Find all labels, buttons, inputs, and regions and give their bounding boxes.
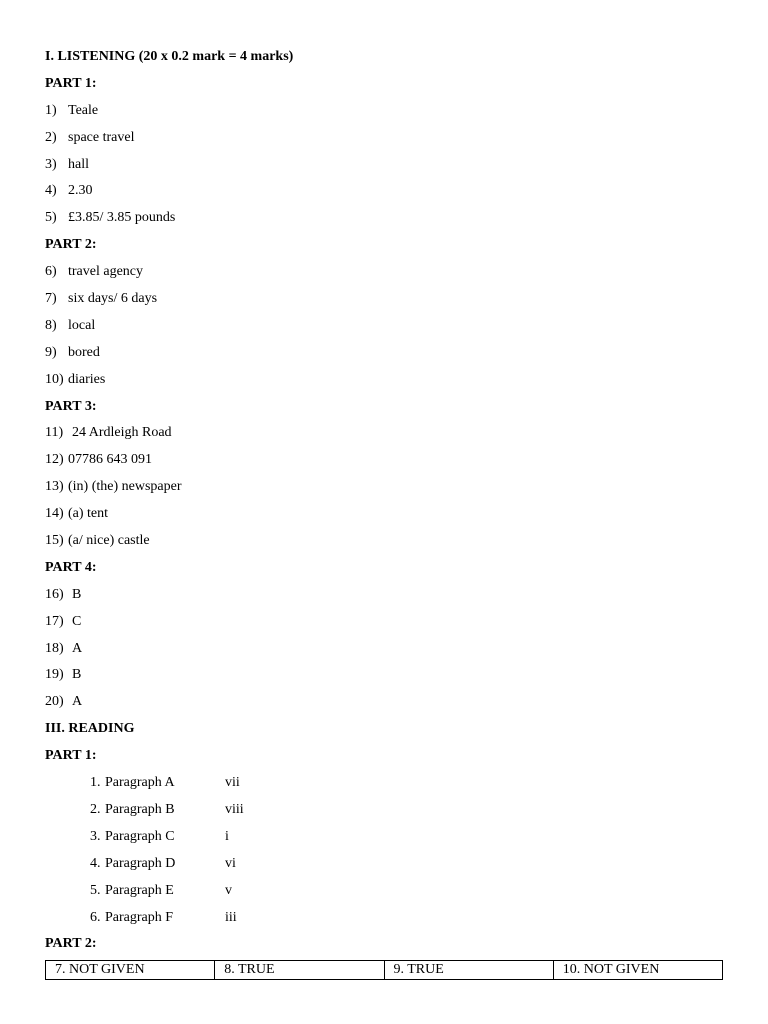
paragraph-match-row xyxy=(45,878,725,905)
answer-number: 3) xyxy=(45,156,57,172)
answer-text: six days/ 6 days xyxy=(68,291,158,307)
answer-number: 10) xyxy=(45,371,64,387)
answer-number: 15) xyxy=(45,533,64,549)
paragraph-match-row xyxy=(45,797,725,824)
paragraph-match-row xyxy=(45,824,725,851)
listening-part4-title: PART 4: xyxy=(45,559,97,575)
paragraph-match-row xyxy=(45,905,725,932)
answer-text: space travel xyxy=(68,129,135,145)
answer-number: 7) xyxy=(45,291,57,307)
listening-part2-title: PART 2: xyxy=(45,237,97,253)
answer-text: travel agency xyxy=(68,264,144,280)
answer-item xyxy=(45,313,725,340)
paragraph-label: Paragraph D xyxy=(105,855,176,871)
answer-item xyxy=(45,582,725,609)
answer-number: 8) xyxy=(45,317,57,333)
answer-text: 24 Ardleigh Road xyxy=(72,425,172,441)
reading-part1-title: PART 1: xyxy=(45,748,97,764)
answer-item xyxy=(45,501,725,528)
paragraph-number: 2. xyxy=(90,801,101,817)
answer-text: local xyxy=(68,317,96,333)
answer-text: bored xyxy=(68,344,100,360)
answer-text: (a/ nice) castle xyxy=(68,533,150,549)
answer-item xyxy=(45,447,725,474)
answer-key-page xyxy=(45,44,725,980)
paragraph-label: Paragraph B xyxy=(105,801,175,817)
table-cell: 9. TRUE xyxy=(384,961,553,980)
answer-item xyxy=(45,125,725,152)
paragraph-answer: v xyxy=(225,882,232,898)
answer-text: £3.85/ 3.85 pounds xyxy=(68,210,176,226)
listening-part1-title: PART 1: xyxy=(45,75,97,91)
answer-number: 19) xyxy=(45,667,64,683)
paragraph-number: 6. xyxy=(90,909,101,925)
reading-heading: III. READING xyxy=(45,721,135,737)
paragraph-number: 3. xyxy=(90,828,101,844)
answer-item xyxy=(45,205,725,232)
answer-text: B xyxy=(72,667,82,683)
answer-number: 13) xyxy=(45,479,64,495)
answer-item xyxy=(45,152,725,179)
answer-item xyxy=(45,662,725,689)
table-cell: 8. TRUE xyxy=(215,961,384,980)
answer-item xyxy=(45,367,725,394)
paragraph-answer: vi xyxy=(225,855,236,871)
paragraph-number: 5. xyxy=(90,882,101,898)
answer-text: C xyxy=(72,613,82,629)
answer-number: 9) xyxy=(45,344,57,360)
answer-number: 4) xyxy=(45,183,57,199)
answer-number: 18) xyxy=(45,640,64,656)
answer-number: 14) xyxy=(45,506,64,522)
answer-number: 17) xyxy=(45,613,64,629)
answer-item xyxy=(45,528,725,555)
answer-text: A xyxy=(72,640,83,656)
paragraph-match-row xyxy=(45,851,725,878)
answer-item xyxy=(45,259,725,286)
answer-number: 6) xyxy=(45,264,57,280)
paragraph-number: 1. xyxy=(90,775,101,791)
paragraph-label: Paragraph F xyxy=(105,909,174,925)
answer-item xyxy=(45,689,725,716)
reading-part2-title: PART 2: xyxy=(45,936,97,952)
answer-item xyxy=(45,474,725,501)
answer-number: 5) xyxy=(45,210,57,226)
answer-number: 16) xyxy=(45,586,64,602)
paragraph-match-row xyxy=(45,770,725,797)
paragraph-label: Paragraph A xyxy=(105,775,175,791)
answer-text: B xyxy=(72,586,82,602)
listening-part3-title: PART 3: xyxy=(45,398,97,414)
answer-number: 11) xyxy=(45,425,64,441)
answer-text: hall xyxy=(68,156,89,172)
paragraph-label: Paragraph C xyxy=(105,828,175,844)
answer-number: 20) xyxy=(45,694,64,710)
answer-item xyxy=(45,609,725,636)
answer-text: 2.30 xyxy=(68,183,93,199)
answer-text: diaries xyxy=(68,371,106,387)
table-cell: 10. NOT GIVEN xyxy=(553,961,722,980)
answer-text: (in) (the) newspaper xyxy=(68,479,182,495)
answer-text: (a) tent xyxy=(68,506,109,522)
answer-item xyxy=(45,286,725,313)
paragraph-answer: i xyxy=(225,828,229,844)
paragraph-number: 4. xyxy=(90,855,101,871)
listening-heading: I. LISTENING (20 x 0.2 mark = 4 marks) xyxy=(45,49,294,64)
paragraph-label: Paragraph E xyxy=(105,882,174,898)
answer-text: 07786 643 091 xyxy=(68,452,152,468)
table-row xyxy=(46,961,723,980)
answer-item xyxy=(45,420,725,447)
answer-number: 2) xyxy=(45,129,57,145)
answer-number: 12) xyxy=(45,452,64,468)
answer-item xyxy=(45,636,725,663)
answer-item xyxy=(45,340,725,367)
table-cell: 7. NOT GIVEN xyxy=(46,961,215,980)
answer-item xyxy=(45,98,725,125)
reading-part2-table xyxy=(45,960,723,980)
answer-item xyxy=(45,178,725,205)
answer-text: Teale xyxy=(68,102,99,118)
paragraph-answer: iii xyxy=(225,909,237,925)
paragraph-answer: viii xyxy=(225,801,244,817)
answer-number: 1) xyxy=(45,102,57,118)
paragraph-answer: vii xyxy=(225,775,240,791)
answer-text: A xyxy=(72,694,83,710)
